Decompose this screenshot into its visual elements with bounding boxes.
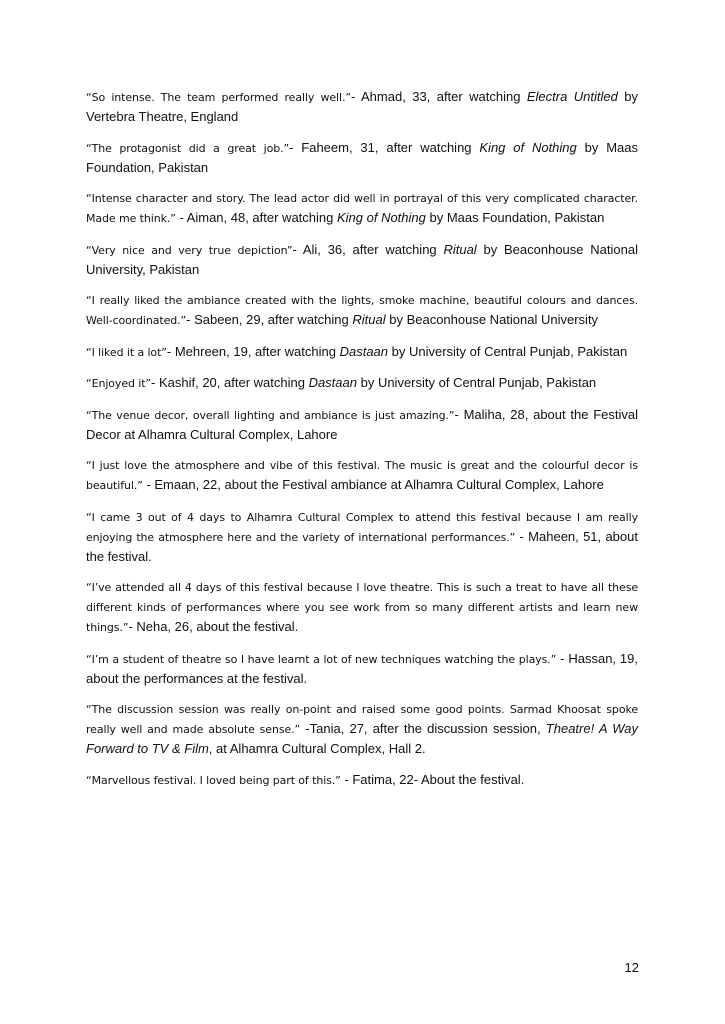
session-title: Theatre! A Way Forward to TV & Film: [86, 721, 638, 756]
testimonial-paragraph: [86, 649, 638, 688]
testimonial-paragraph: [86, 699, 638, 758]
quote-text: “The protagonist did a great job.”: [86, 141, 290, 155]
attribution-text: - Ali, 36, after watching: [292, 241, 444, 257]
attribution-text: -Tania, 27, after the discussion session,: [300, 721, 546, 736]
attribution-text: - Maheen, 51, about the festival.: [86, 528, 638, 564]
attribution-text: - Maliha, 28, about the Festival Decor at Alhamra Cultural Complex, Lahore: [86, 406, 639, 442]
quote-text: “Marvellous festival. I loved being part of this.”: [86, 773, 341, 787]
quote-text: “I’m a student of theatre so I have learnt a lot of new techniques watching the plays.”: [86, 652, 557, 666]
attribution-text: by Maas Foundation, Pakistan: [425, 210, 605, 225]
testimonial-paragraph: [86, 770, 638, 790]
quote-text: “Intense character and story. The lead actor did well in portrayal of this very complicated character. Made me think.”: [86, 192, 638, 225]
attribution-text: by University of Central Punjab, Pakistan: [388, 343, 628, 359]
attribution-text: - Neha, 26, about the festival.: [128, 619, 299, 634]
testimonial-paragraph: [86, 138, 638, 177]
attribution-text: - Mehreen, 19, after watching: [166, 343, 340, 359]
testimonial-paragraph: [86, 373, 638, 393]
testimonial-paragraph: [86, 507, 638, 566]
attribution-text: - Fatima, 22- About the festival.: [340, 771, 525, 787]
attribution-text: by Beaconhouse National University: [385, 312, 599, 327]
testimonials-list: [86, 87, 638, 801]
performance-title: Dastaan: [339, 343, 389, 359]
quote-text: “I just love the atmosphere and vibe of this festival. The music is great and the colourful decor is beautiful.”: [86, 459, 638, 492]
quote-text: “I’ve attended all 4 days of this festival because I love theatre. This is such a treat to have all these different kinds of performances where you see work from so many different artists and learn new things.”: [86, 581, 638, 634]
page-number: 12: [624, 960, 639, 975]
attribution-text: - Emaan, 22, about the Festival ambiance at Alhamra Cultural Complex, Lahore: [142, 477, 604, 492]
quote-text: “Very nice and very true depiction”: [86, 243, 293, 257]
testimonial-paragraph: [86, 240, 638, 279]
performance-title: Ritual: [443, 241, 477, 257]
attribution-text: - Sabeen, 29, after watching: [186, 312, 353, 327]
testimonial-paragraph: [86, 342, 638, 362]
quote-text: “I really liked the ambiance created with the lights, smoke machine, beautiful colours and dances. Well-coordinated.”: [86, 294, 638, 327]
quote-text: “Enjoyed it”: [86, 377, 152, 390]
performance-title: King of Nothing: [479, 139, 577, 155]
attribution-text: by Maas Foundation, Pakistan: [86, 139, 638, 175]
attribution-text: by Beaconhouse National University, Pakistan: [86, 241, 638, 277]
testimonial-paragraph: [86, 405, 638, 444]
attribution-text: , at Alhamra Cultural Complex, Hall 2.: [208, 741, 426, 756]
quote-text: “The venue decor, overall lighting and ambiance is just amazing.”: [86, 408, 455, 422]
attribution-text: - Faheem, 31, after watching: [289, 139, 480, 155]
performance-title: King of Nothing: [336, 210, 426, 225]
quote-text: “So intense. The team performed really well.”: [86, 91, 351, 104]
testimonial-paragraph: [86, 87, 638, 126]
testimonial-paragraph: [86, 577, 638, 637]
attribution-text: by Vertebra Theatre, England: [86, 89, 638, 124]
testimonial-paragraph: [86, 455, 638, 495]
attribution-text: by University of Central Punjab, Pakistan: [356, 375, 597, 390]
attribution-text: - Aiman, 48, after watching: [175, 210, 337, 225]
performance-title: Electra Untitled: [526, 89, 618, 104]
performance-title: Ritual: [352, 312, 386, 327]
testimonial-paragraph: [86, 290, 638, 330]
quote-text: “I liked it a lot”: [86, 345, 167, 359]
quote-text: “The discussion session was really on-point and raised some good points. Sarmad Khoosat spoke really well and made absolute sense.”: [86, 703, 638, 736]
attribution-text: - Ahmad, 33, after watching: [350, 89, 527, 104]
quote-text: “I came 3 out of 4 days to Alhamra Cultural Complex to attend this festival because I am really enjoying the atmosphere here and the variety of international performances.”: [86, 510, 638, 544]
attribution-text: - Kashif, 20, after watching: [151, 375, 309, 390]
testimonial-paragraph: [86, 188, 638, 228]
attribution-text: - Hassan, 19, about the performances at the festival.: [86, 650, 638, 686]
performance-title: Dastaan: [308, 375, 357, 390]
